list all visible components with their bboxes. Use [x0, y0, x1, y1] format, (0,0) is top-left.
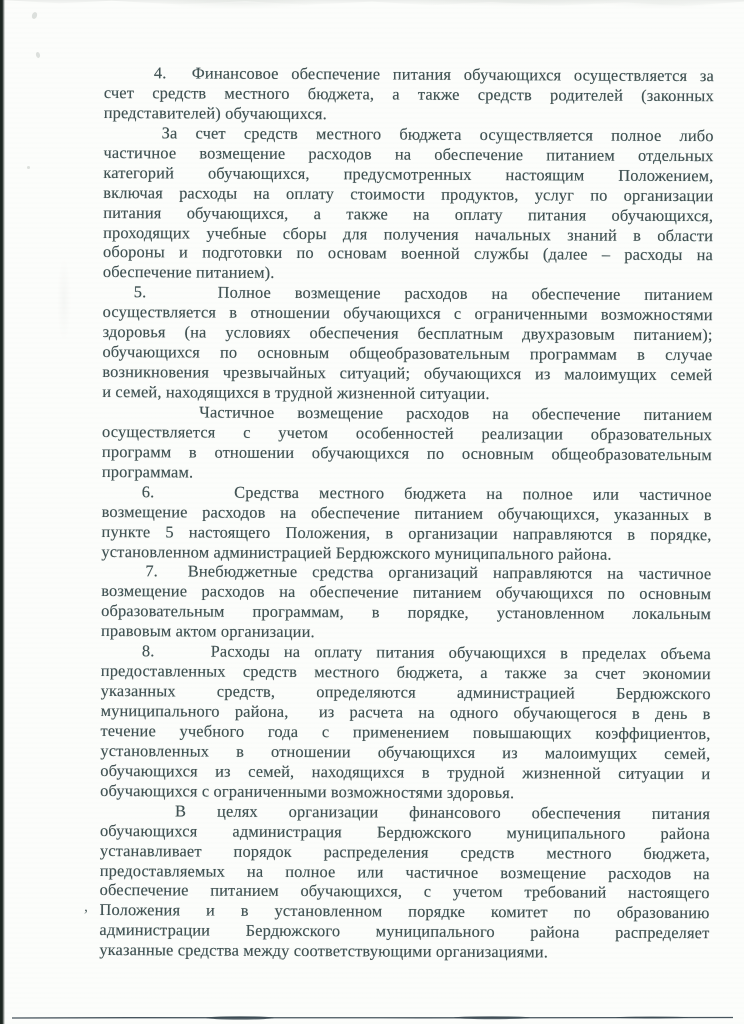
text-line: категорий обучающихся, предусмотренных настоящим Положением,: [103, 162, 714, 185]
paragraph: [101, 482, 711, 565]
text-line: образовательным программам, в порядке, установленном локальным: [101, 601, 712, 624]
paragraph: [102, 282, 713, 405]
text-line: указанные средства между соответствующими организациями.: [99, 940, 549, 962]
text-line: представителей) обучающихся.: [103, 102, 327, 124]
text-line: обороны и подготовки по основам военной службы (далее – расходы на: [102, 242, 714, 265]
scan-smudge: [31, 11, 38, 19]
text-line: и семей, находящихся в трудной жизненной ситуации.: [102, 381, 490, 404]
text-line: В целях организации финансового обеспечения питания: [175, 801, 711, 823]
text-line: программам.: [101, 461, 194, 482]
text-line: возмещение расходов на обеспечение питанием обучающихся по основным: [101, 581, 712, 604]
text-line: обучающихся по основным общеобразовательным программам в случае: [102, 342, 713, 365]
text-block: [99, 63, 714, 963]
text-line: 4. Финансовое обеспечение питания обучающихся осуществляется за: [153, 63, 714, 86]
text-line: предоставляемых на полное или частичное возмещение расходов на: [99, 860, 710, 883]
paragraph: [99, 801, 710, 964]
text-line: счет средств местного бюджета, а также средств родителей (законных: [103, 82, 714, 106]
text-line: устанавливает порядок распределения средств местного бюджета,: [99, 840, 710, 863]
text-line: обеспечение питанием).: [102, 262, 275, 283]
paragraph: [100, 641, 711, 804]
text-line: правовым актом организации.: [100, 621, 315, 642]
text-line: обеспечение питанием обучающихся, с учетом требований настоящего: [99, 880, 710, 903]
text-line: 6. Средства местного бюджета на полное или частичное: [141, 481, 712, 504]
text-line: проходящих учебные сборы для получения начальных знаний в области: [103, 222, 714, 245]
paragraph: [103, 123, 714, 286]
text-line: Положения и в установленном порядке комитет по образованию: [99, 900, 710, 923]
text-line: За счет средств местного бюджета осуществляется полное либо: [161, 123, 714, 146]
paragraph: [101, 561, 711, 644]
text-line: обучающихся администрация Бердюжского муниципального района: [99, 820, 711, 843]
text-line: здоровья (на условиях обеспечения бесплатным двухразовым питанием);: [102, 322, 713, 345]
scan-smudge: [35, 52, 40, 59]
bottom-scan-line: [0, 1010, 744, 1024]
left-scan-edge: [0, 0, 5, 1024]
text-line: администрации Бердюжского муниципального района распределяет: [99, 920, 710, 943]
text-line: Частичное возмещение расходов на обеспечение питанием: [199, 402, 713, 425]
text-line: программ в отношении обучающихся по основным общеобразовательным: [101, 441, 713, 465]
text-line: 5. Полное возмещение расходов на обеспечение питанием: [133, 282, 713, 305]
text-line: возникновения чрезвычайных ситуаций; обучающихся из малоимущих семей: [102, 362, 713, 385]
text-line: предоставленных средств местного бюджета, а также за счет экономии: [100, 661, 711, 684]
text-line: 7. Внебюджетные средства организаций направляются на частичное: [145, 561, 712, 584]
text-line: осуществляется с учетом особенностей реализации образовательных: [102, 421, 713, 445]
paragraph: [104, 63, 714, 126]
text-line: пункте 5 настоящего Положения, в организации направляются в порядке,: [101, 521, 712, 544]
text-line: 8. Расходы на оплату питания обучающихся в пределах объема: [141, 641, 711, 664]
text-line: обучающихся с ограниченными возможностями здоровья.: [100, 780, 515, 802]
text-line: муниципального района, из расчета на одного обучающегося в день в: [100, 700, 711, 724]
text-line: возмещение расходов на обеспечение питанием обучающихся, указанных в: [101, 501, 712, 524]
text-line: питания обучающихся, а также на оплату питания обучающихся,: [103, 202, 714, 225]
scan-noise-top: [0, 0, 744, 8]
text-line: включая расходы на оплату стоимости продуктов, услуг по организации: [103, 182, 714, 205]
text-line: течение учебного года с применением повышающих коэффициентов,: [100, 720, 711, 744]
paragraph: [102, 402, 712, 485]
text-line: установленном администрацией Бердюжского муниципального района.: [101, 541, 612, 564]
text-line: установленных в отношении обучающихся из малоимущих семей,: [100, 740, 711, 764]
scan-smudge: [27, 166, 30, 169]
text-line: обучающихся из семей, находящихся в трудной жизненной ситуации и: [100, 760, 711, 783]
stray-pen-mark: ,: [84, 898, 88, 915]
text-line: частичное возмещение расходов на обеспечение питанием отдельных: [103, 142, 714, 165]
text-line: указанных средств, определяются администрацией Бердюжского: [100, 681, 711, 704]
text-line: осуществляется в отношении обучающихся с ограниченными возможностями: [102, 302, 713, 325]
